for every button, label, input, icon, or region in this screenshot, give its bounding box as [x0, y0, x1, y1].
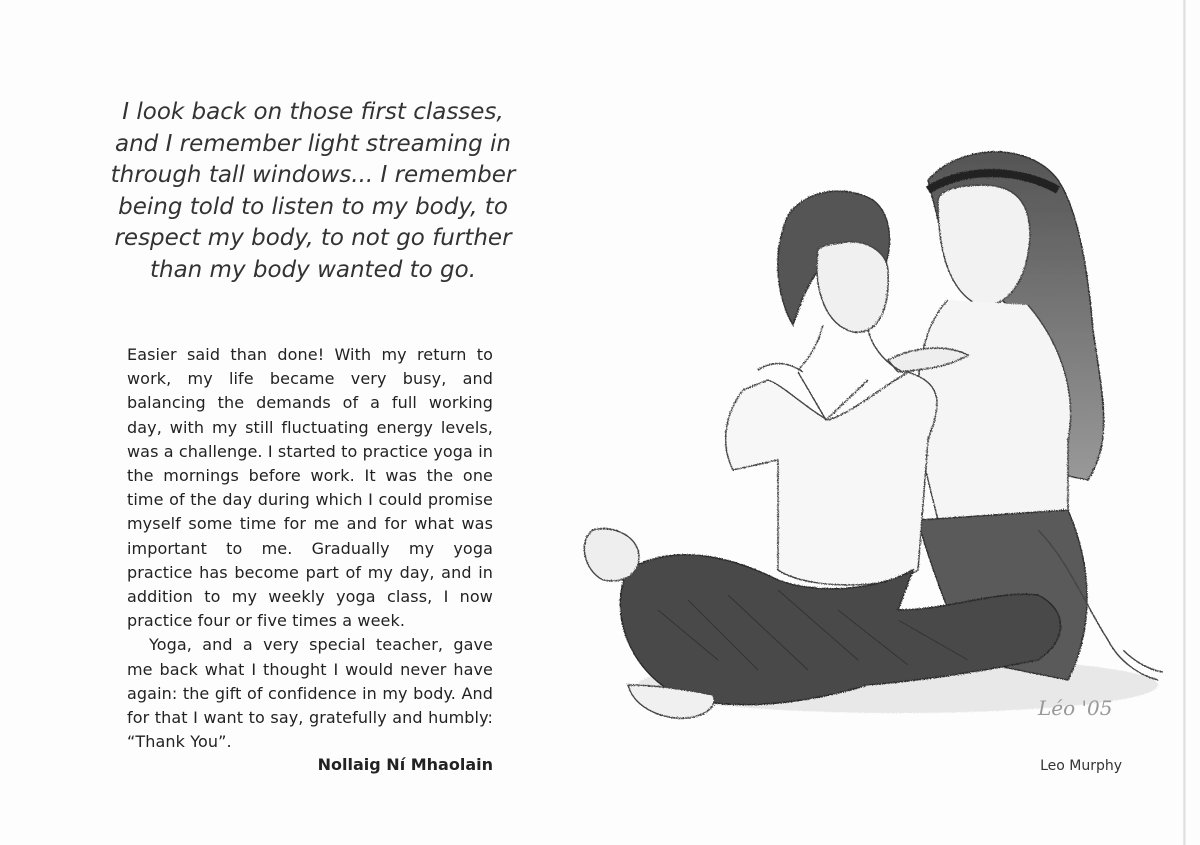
paragraph: Yoga, and a very special teacher, gave me back what I thought I would never have again: the gift of confidence in my body. And for that I want to say, gratefully and humbly: “Thank You”.	[127, 635, 493, 752]
quote-line: respect my body, to not go further	[114, 225, 512, 251]
pull-quote	[108, 97, 518, 286]
artist-signature: Léo '05	[1038, 696, 1113, 720]
article-body	[127, 343, 493, 754]
quote-line: I look back on those first classes,	[122, 99, 504, 125]
quote-line: being told to listen to my body, to	[118, 193, 508, 220]
author-name: Nollaig Ní Mhaolain	[317, 755, 493, 774]
quote-line: than my body wanted to go.	[149, 256, 477, 283]
quote-line: and I remember light streaming in	[115, 130, 511, 157]
page-edge	[1183, 0, 1186, 845]
paragraph: Easier said than done! With my return to work, my life became very busy, and balancing the demands of a full working day, with my still fluctuating energy levels, was a challenge. I started to practice yoga in the mornings before work. It was the one time of the day during which I could promise myself some time for me and for what was important to me. Gradually my yoga practice has become part of my day, and in addition to my weekly yoga class, I now practice four or five times a week.	[127, 345, 493, 631]
illustration-caption: Leo Murphy	[1040, 758, 1122, 774]
quote-line: through tall windows... I remember	[110, 162, 516, 188]
pencil-drawing-illustration	[568, 140, 1168, 740]
